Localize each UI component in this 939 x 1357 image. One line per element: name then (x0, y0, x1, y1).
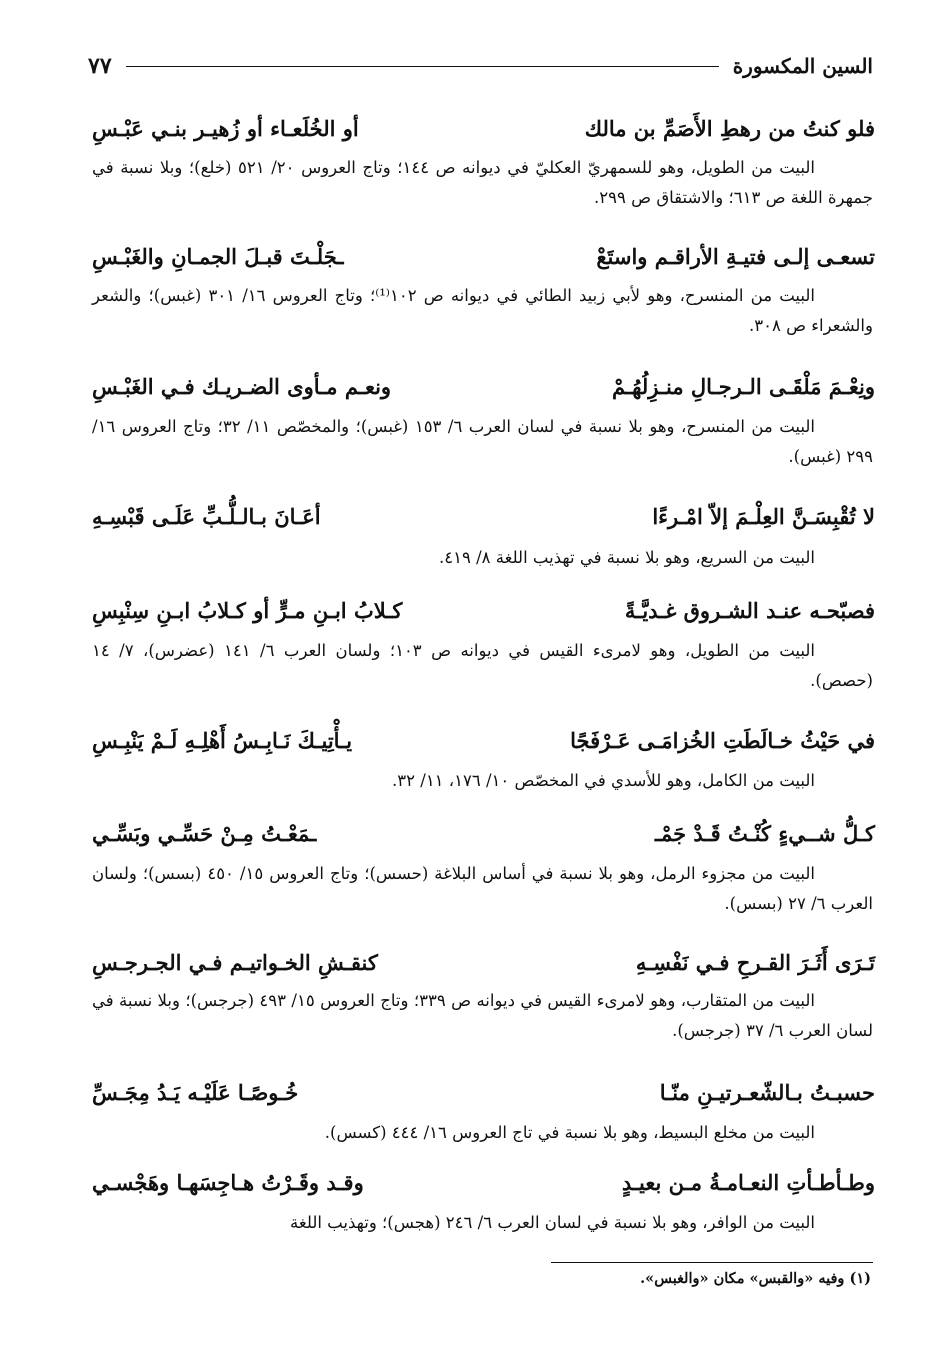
verse-second-hemistich: أعَـانَ بـالـلُّـبِّ عَلَـى قَبْسِـهِ (92, 503, 321, 529)
verse-commentary (92, 766, 873, 796)
commentary-text: البيت من مخلع البسيط، وهو بلا نسبة في تاج العروس ١٦/ ٤٤٤ (كسس). (324, 1123, 815, 1142)
commentary-text: البيت من الطويل، وهو لامرىء القيس في ديوانه ص ١٠٣؛ ولسان العرب ٦/ ١٤١ (عضرس)، ٧/ ١٤ (حصص). (92, 641, 873, 690)
page-header (88, 46, 873, 86)
verse-second-hemistich: كنقـشِ الخـواتيـم فـي الجـرجـسِ (92, 949, 378, 975)
verse-commentary (92, 543, 873, 573)
verse-second-hemistich: خُـوصًـا عَلَيْـه يَـدُ مِجَـسِّ (92, 1079, 299, 1105)
verse-first-hemistich: كـلُّ شــيءٍ كُنْـتُ قَـدْ جَمْـ (654, 820, 875, 846)
commentary-text: البيت من الكامل، وهو للأسدي في المخصّص ١٠/ ١٧٦، ١١/ ٣٢. (392, 771, 815, 790)
verse-first-hemistich: فلو كنتُ من رهطِ الأَصَمِّ بن مالك (584, 115, 875, 141)
page-number: ٧٧ (88, 53, 112, 79)
verse-commentary (92, 281, 873, 341)
verse-second-hemistich: يـأْتِيـكَ نَـابِـسُ أَهْلِـهِ لَـمْ يَنْبِـسِ (92, 727, 353, 753)
footnote: (١) وفيه «والقبس» مكان «والغبس». (640, 1270, 871, 1287)
commentary-text: البيت من المنسرح، وهو لأبي زبيد الطائي في ديوانه ص ١٠٢⁽¹⁾؛ وتاج العروس ١٦/ ٣٠١ (غبس)؛ والشعر والشعراء ص ٣٠٨. (92, 286, 873, 335)
verse-line (92, 942, 875, 982)
verse-second-hemistich: وقـد وقَـرْتُ هـاجِسَهـا وهَجْسـي (92, 1169, 364, 1195)
commentary-text: البيت من المتقارب، وهو لامرىء القيس في ديوانه ص ٣٣٩؛ وتاج العروس ١٥/ ٤٩٣ (جرجس)؛ وبلا نسبة في لسان العرب ٦/ ٣٧ (جرجس). (92, 991, 873, 1040)
verse-commentary (92, 986, 873, 1046)
verse-first-hemistich: فصبّحـه عنـد الشـروق غـديَّـةً (624, 597, 875, 623)
verse-second-hemistich: أو الخُلَعـاء أو زُهيـر بنـي عَبْـسِ (92, 115, 359, 141)
verse-first-hemistich: ونِعْـمَ مَلْقَـى الـرجـالِ منـزِلُهُـمْ (612, 373, 875, 399)
verse-second-hemistich: كـلابُ ابـنِ مـرٍّ أو كـلابُ ابـنِ سِنْبِسِ (92, 597, 403, 623)
verse-first-hemistich: تسعـى إلـى فتيـةِ الأراقـم واستَعْ (596, 243, 875, 269)
verse-first-hemistich: وطـأطـأتِ النعـامـةُ مـن بعيـدٍ (621, 1169, 875, 1195)
verse-line (92, 236, 875, 276)
header-rule (126, 66, 719, 67)
verse-commentary (92, 1118, 873, 1148)
footnote-rule (551, 1262, 873, 1263)
running-title: السين المكسورة (732, 54, 873, 78)
verse-commentary (92, 412, 873, 472)
verse-line (92, 720, 875, 760)
verse-line (92, 1162, 875, 1202)
verse-commentary (92, 153, 873, 213)
verse-first-hemistich: حسبـتُ بـالشّعـرتيـنِ منّـا (659, 1079, 875, 1105)
verse-second-hemistich: ـجَلْـتَ قبـلَ الجمـانِ والغَبْـسِ (92, 243, 344, 269)
verse-second-hemistich: ـمَعْـتُ مِـنْ حَسِّـي وبَسِّـي (92, 820, 317, 846)
verse-line (92, 590, 875, 630)
commentary-text: البيت من الطويل، وهو للسمهريّ العكليّ في ديوانه ص ١٤٤؛ وتاج العروس ٢٠/ ٥٢١ (خلع)؛ وبلا نسبة في جمهرة اللغة ص ٦١٣؛ والاشتقاق ص ٢٩٩. (92, 158, 873, 207)
verse-commentary (92, 636, 873, 696)
verse-line (92, 496, 875, 536)
verse-commentary (92, 1208, 873, 1238)
commentary-text: البيت من المنسرح، وهو بلا نسبة في لسان العرب ٦/ ١٥٣ (غبس)؛ والمخصّص ١١/ ٣٢؛ وتاج العروس ١٦/ ٢٩٩ (غبس). (92, 417, 873, 466)
verse-line (92, 1072, 875, 1112)
verse-first-hemistich: تَـرَى أَثَـرَ القـرحِ فـي نَفْسِـهِ (635, 949, 875, 975)
verse-first-hemistich: لا تُقْبِسَـنَّ العِلْـمَ إلاّ امْـرءًا (652, 503, 875, 529)
verse-commentary (92, 859, 873, 919)
commentary-text: البيت من مجزوء الرمل، وهو بلا نسبة في أساس البلاغة (حسس)؛ وتاج العروس ١٥/ ٤٥٠ (بسس)؛ ولسان العرب ٦/ ٢٧ (بسس). (92, 864, 873, 913)
verse-line (92, 813, 875, 853)
verse-first-hemistich: في حَيْثُ خـالَطَتِ الخُزامَـى عَـرْفَجًا (570, 727, 875, 753)
verse-line (92, 108, 875, 148)
verse-line (92, 366, 875, 406)
commentary-text: البيت من السريع، وهو بلا نسبة في تهذيب اللغة ٨/ ٤١٩. (439, 548, 815, 567)
verse-second-hemistich: ونعـم مـأوى الضـريـك فـي الغَبْـسِ (92, 373, 392, 399)
commentary-text: البيت من الوافر، وهو بلا نسبة في لسان العرب ٦/ ٢٤٦ (هجس)؛ وتهذيب اللغة (290, 1213, 815, 1232)
